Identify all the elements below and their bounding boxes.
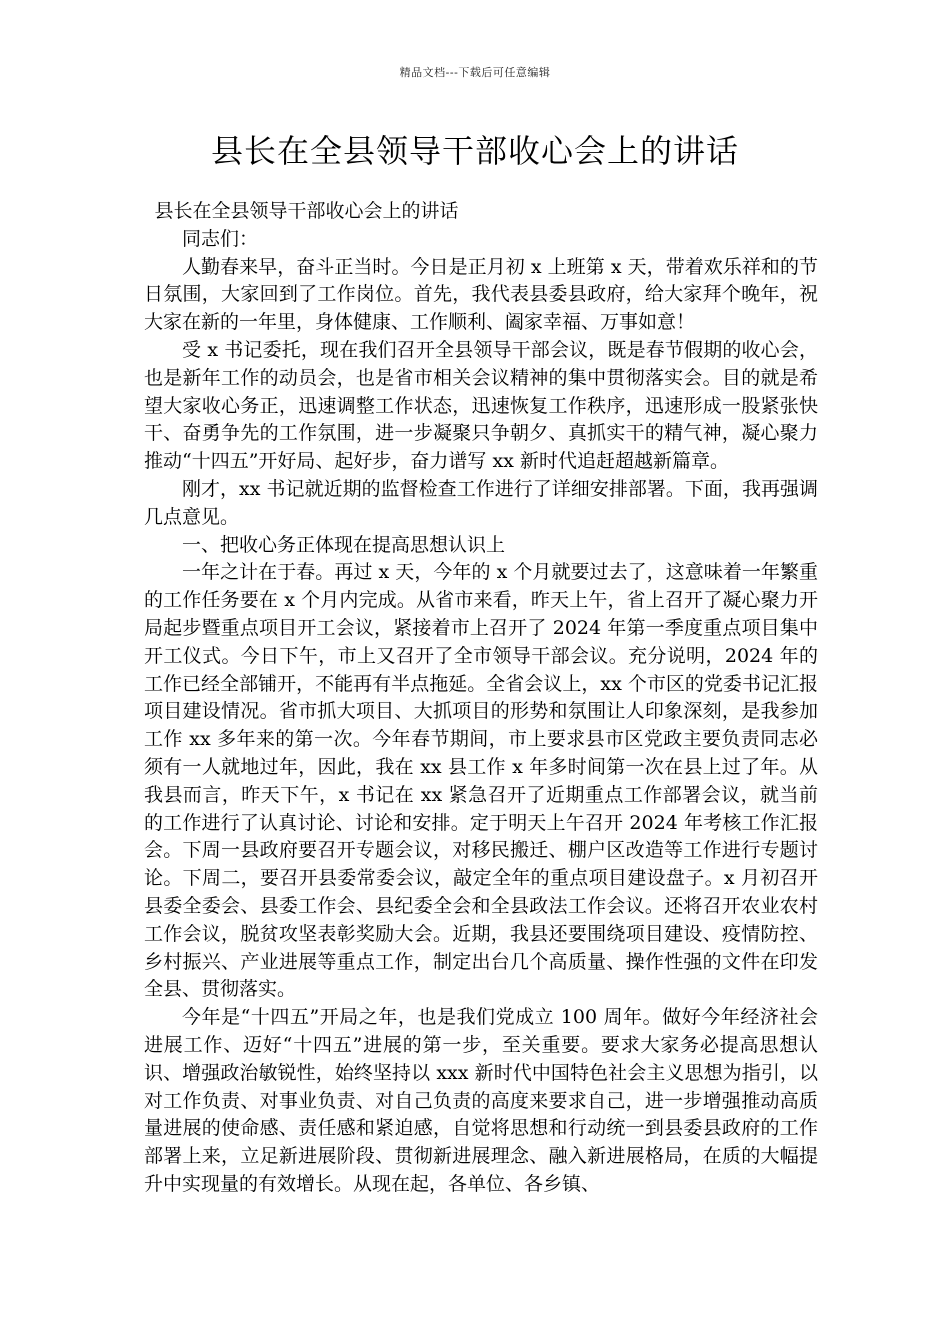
paragraph-opening: 人勤春来早，奋斗正当时。今日是正月初 x 上班第 x 天，带着欢乐祥和的节日氛围，大家回到了工作岗位。首先，我代表县委县政府，给大家拜个晚年，祝大家在新的一年里，身体健康、工作顺利、阖家幸福、万事如意！ bbox=[144, 255, 818, 334]
document-body bbox=[144, 198, 818, 1199]
section-heading: 一、把收心务正体现在提高思想认识上 bbox=[182, 533, 506, 556]
salutation: 同志们： bbox=[182, 227, 259, 250]
paragraph-transition: 刚才，xx 书记就近期的监督检查工作进行了详细安排部署。下面，我再强调几点意见。 bbox=[144, 477, 818, 528]
paragraph-purpose: 受 x 书记委托，现在我们召开全县领导干部会议，既是春节假期的收心会，也是新年工作的动员会，也是省市相关会议精神的集中贯彻落实会。目的就是希望大家收心务正，迅速调整工作状态，迅速恢复工作秩序，迅速形成一股紧张快干、奋勇争先的工作氛围，进一步凝聚只争朝夕、真抓实干的精气神，凝心聚力推动“十四五”开好局、起好步，奋力谱写 xx 新时代追赶超越新篇章。 bbox=[144, 338, 818, 473]
document-title: 县长在全县领导干部收心会上的讲话 bbox=[210, 132, 739, 170]
header-note: 精品文档---下载后可任意编辑 bbox=[399, 66, 551, 79]
body-subtitle: 县长在全县领导干部收心会上的讲话 bbox=[154, 200, 459, 222]
paragraph-schedule: 一年之计在于春。再过 x 天，今年的 x 个月就要过去了，这意味着一年繁重的工作任务要在 x 个月内完成。从省市来看，昨天上午，省上召开了凝心聚力开局起步暨重点项目开工会议，紧接着市上召开了 2024 年第一季度重点项目集中开工仪式。今日下午，市上又召开了全市领导干部会议。充分说明，2024 年的工作已经全部铺开，不能再有半点拖延。全省会议上，xx 个市区的党委书记汇报项目建设情况。省市抓大项目、大抓项目的形势和氛围让人印象深刻，是我参加工作 xx 多年来的第一次。今年春节期间，市上要求县市区党政主要负责同志必须有一人就地过年，因此，我在 xx 县工作 x 年多时间第一次在县上过了年。从我县而言，昨天下午，x 书记在 xx 紧急召开了近期重点工作部署会议，就当前的工作进行了认真讨论、讨论和安排。定于明天上午召开 2024 年考核工作汇报会。下周一县政府要召开专题会议，对移民搬迁、棚户区改造等工作进行专题讨论。下周二，要召开县委常委会议，敲定全年的重点项目建设盘子。x 月初召开县委全委会、县委工作会、县纪委全会和全县政法工作会议。还将召开农业农村工作会议，脱贫攻坚表彰奖励大会。近期，我县还要围绕项目建设、疫情防控、乡村振兴、产业进展等重点工作，制定出台几个高质量、操作性强的文件在印发全县、贯彻落实。 bbox=[144, 561, 818, 1001]
paragraph-requirements: 今年是“十四五”开局之年，也是我们党成立 100 周年。做好今年经济社会进展工作、迈好“十四五”进展的第一步，至关重要。要求大家务必提高思想认识、增强政治敏锐性，始终坚持以 xxx 新时代中国特色社会主义思想为指引，以对工作负责、对事业负责、对自己负责的高度来要求自己，进一步增强推动高质量进展的使命感、责任感和紧迫感，自觉将思想和行动统一到县委县政府的工作部署上来，立足新进展阶段、贯彻新进展理念、融入新进展格局，在质的大幅提升中实现量的有效增长。从现在起，各单位、各乡镇、 bbox=[144, 1006, 818, 1195]
